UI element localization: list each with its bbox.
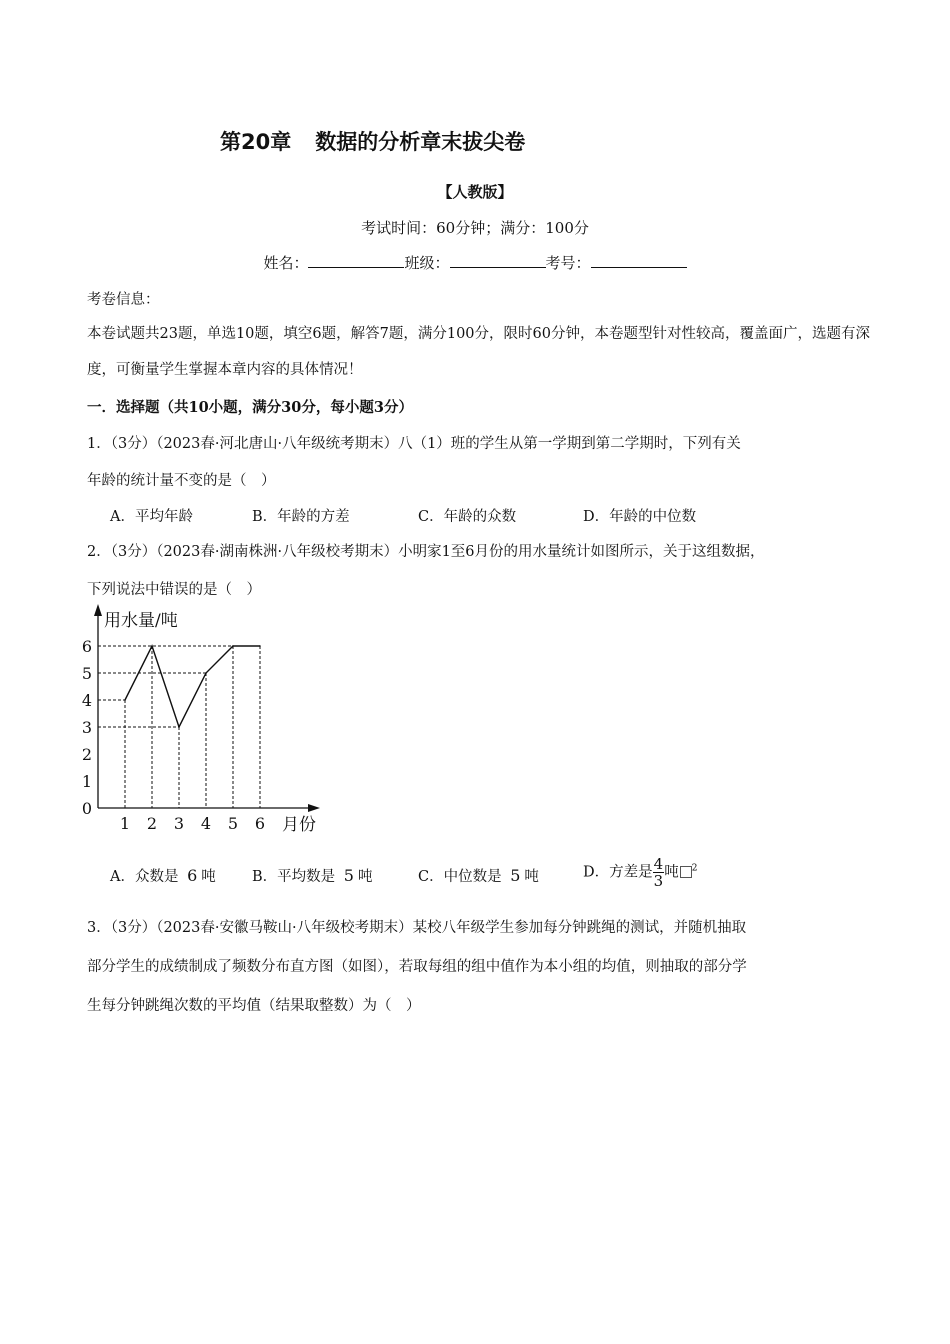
exam-time-info: 考试时间：60分钟；满分：100分 (361, 219, 589, 237)
data-point (124, 699, 126, 701)
name-label: 姓名： (263, 254, 309, 272)
data-point (205, 672, 207, 674)
q2-option-a[interactable] (110, 865, 216, 886)
y-tick-label: 1 (81, 772, 92, 791)
x-tick-label: 1 (119, 814, 131, 833)
title-main: 数据的分析章末拔尖卷 (315, 130, 526, 154)
q3-line1: 3．（3分）（2023春·安徽马鞍山·八年级校考期末）某校八年级学生参加每分钟跳绳的测试，并随机抽取 (87, 920, 747, 936)
q1-line1: 1．（3分）（2023春·河北唐山·八年级统考期末）八（1）班的学生从第一学期到第二学期时，下列有关 (87, 436, 741, 452)
series-line (125, 646, 260, 727)
info-heading: 考卷信息： (87, 292, 160, 308)
q2-option-d-fraction (653, 856, 665, 889)
title-chapter: 第20章 (220, 130, 292, 154)
x-tick-label: 2 (146, 814, 158, 833)
x-tick-label: 5 (227, 814, 239, 833)
q1-option-b[interactable]: B．年龄的方差 (252, 509, 350, 525)
q2-option-b[interactable] (252, 865, 372, 886)
y-tick-label: 2 (81, 745, 92, 764)
q2-option-d-unit: 吨 (664, 864, 679, 881)
placeholder-box-icon (680, 866, 692, 878)
y-tick-label: 3 (81, 718, 92, 737)
x-tick-label: 3 (173, 814, 185, 833)
q3-line3: 生每分钟跳绳次数的平均值（结果取整数）为（ ） (87, 998, 421, 1014)
y-tick-label: 0 (81, 799, 92, 818)
y-axis-label: 用水量/吨 (104, 611, 178, 631)
q2-option-b-value: 5 (343, 866, 354, 885)
q1-option-c[interactable]: C．年龄的众数 (418, 509, 517, 525)
y-tick-label: 4 (81, 691, 92, 710)
q1-option-d[interactable]: D．年龄的中位数 (583, 509, 697, 525)
q2-option-c-prefix: C．中位数是 (418, 869, 502, 885)
x-tick-label: 6 (254, 814, 266, 833)
edition-label: 【人教版】 (437, 183, 513, 201)
data-point (232, 645, 234, 647)
q1-option-a[interactable]: A．平均年龄 (110, 509, 193, 525)
q2-option-a-value: 6 (187, 866, 198, 885)
q2-option-c[interactable] (418, 865, 539, 886)
q3-line2: 部分学生的成绩制成了频数分布直方图（如图），若取每组的组中值作为本小组的均值，则抽取的部分学 (87, 959, 747, 975)
data-point (259, 645, 261, 647)
x-tick-label: 4 (200, 814, 212, 833)
number-blank[interactable] (591, 253, 687, 268)
data-point (151, 645, 153, 647)
q2-option-c-unit: 吨 (524, 869, 539, 885)
q2-option-b-prefix: B．平均数是 (252, 869, 336, 885)
y-tick-label: 6 (81, 637, 92, 656)
class-label: 班级： (404, 254, 450, 272)
number-label: 考号： (545, 254, 591, 272)
q2-line1: 2．（3分）（2023春·湖南株洲·八年级校考期末）小明家1至6月份的用水量统计如图所示，关于这组数据， (87, 544, 765, 560)
x-axis-arrow-icon (308, 804, 320, 812)
q1-line2: 年龄的统计量不变的是（ ） (87, 473, 276, 489)
q2-line2: 下列说法中错误的是（ ） (87, 582, 261, 598)
page-title (220, 126, 525, 156)
q2-option-b-unit: 吨 (357, 869, 373, 885)
q2-option-d-sup: 2 (691, 863, 698, 874)
y-axis-arrow-icon (94, 604, 102, 616)
fraction-numerator: 4 (653, 855, 664, 873)
data-point (178, 726, 180, 728)
info-body: 本卷试题共23题，单选10题，填空6题，解答7题，满分100分，限时60分钟，本卷题型针对性较高，覆盖面广，选题有深度，可衡量学生掌握本章内容的具体情况！ (87, 326, 870, 378)
student-id-line (0, 252, 950, 273)
fraction-denominator: 3 (653, 872, 664, 890)
q2-option-a-unit: 吨 (201, 869, 216, 885)
section-heading: 一．选择题（共10小题，满分30分，每小题3分） (87, 399, 413, 416)
q2-option-d[interactable] (583, 856, 697, 889)
q2-option-a-prefix: A．众数是 (110, 869, 179, 885)
y-tick-label: 5 (81, 664, 92, 683)
x-axis-label: 月份 (282, 815, 316, 835)
name-blank[interactable] (308, 253, 404, 268)
class-blank[interactable] (450, 253, 546, 268)
q2-option-d-prefix: D．方差是 (583, 864, 653, 881)
water-usage-chart (80, 602, 350, 842)
q2-option-c-value: 5 (510, 866, 521, 885)
